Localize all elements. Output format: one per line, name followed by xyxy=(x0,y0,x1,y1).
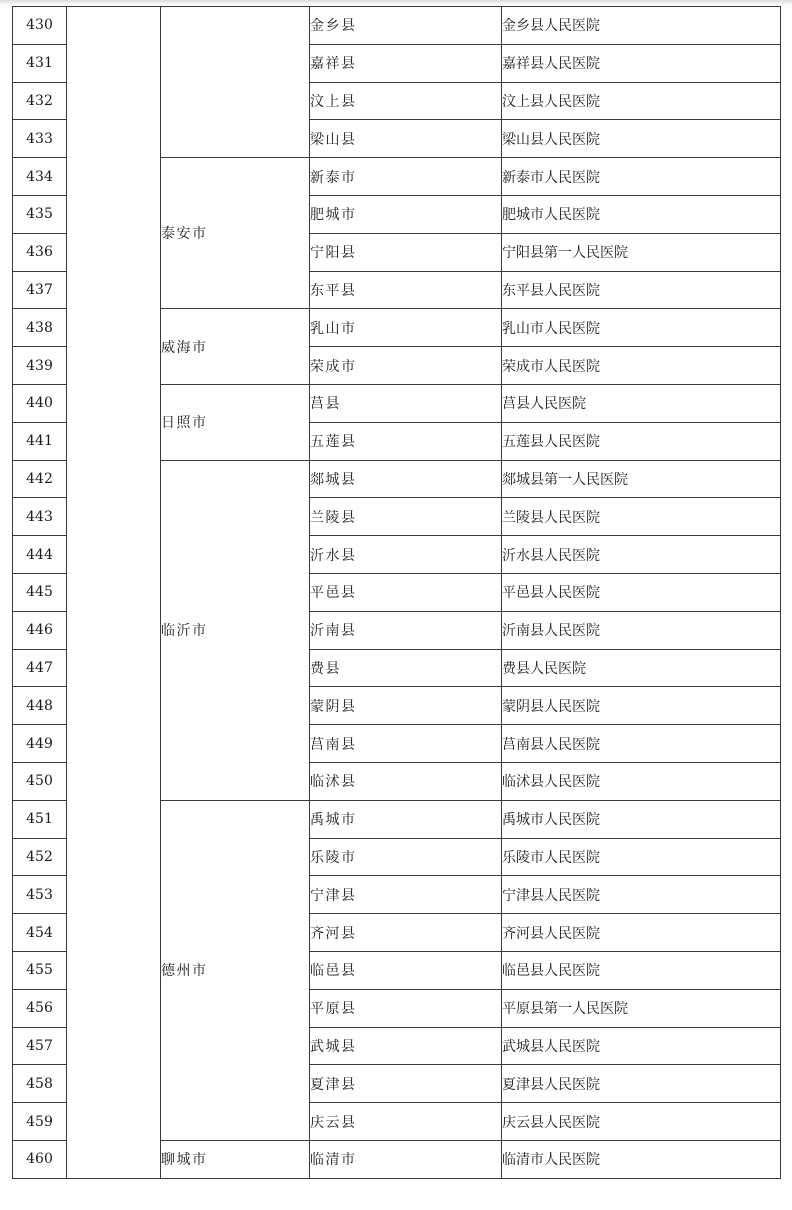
row-number: 439 xyxy=(13,347,67,385)
hospital-name: 临清市人民医院 xyxy=(502,1140,781,1178)
county-name: 沂南县 xyxy=(310,623,357,640)
county-cell xyxy=(310,989,502,1027)
hospital-name: 梁山县人民医院 xyxy=(502,120,781,158)
hospital-name: 莒南县人民医院 xyxy=(502,725,781,763)
page-top-shadow xyxy=(0,0,792,5)
hospital-name: 郯城县第一人民医院 xyxy=(502,460,781,498)
county-name: 乳山市 xyxy=(310,320,357,337)
hospital-name: 沂水县人民医院 xyxy=(502,536,781,574)
hospital-name: 武城县人民医院 xyxy=(502,1027,781,1065)
county-name: 东平县 xyxy=(310,282,357,299)
county-name: 郯城县 xyxy=(310,471,357,488)
county-name: 莒南县 xyxy=(310,736,357,753)
county-cell xyxy=(310,7,502,45)
row-number: 432 xyxy=(13,82,67,120)
county-cell xyxy=(310,649,502,687)
row-number: 455 xyxy=(13,951,67,989)
hospital-table xyxy=(12,6,781,1179)
county-cell xyxy=(310,687,502,725)
county-cell xyxy=(310,1065,502,1103)
county-name: 庆云县 xyxy=(310,1114,357,1131)
row-number: 460 xyxy=(13,1140,67,1178)
county-cell xyxy=(310,384,502,422)
row-number: 434 xyxy=(13,158,67,196)
city-cell xyxy=(161,460,310,800)
county-cell xyxy=(310,611,502,649)
hospital-name: 费县人民医院 xyxy=(502,649,781,687)
county-name: 汶上县 xyxy=(310,93,357,110)
row-number: 450 xyxy=(13,762,67,800)
row-number: 438 xyxy=(13,309,67,347)
row-number: 456 xyxy=(13,989,67,1027)
hospital-name: 宁阳县第一人民医院 xyxy=(502,233,781,271)
hospital-name: 汶上县人民医院 xyxy=(502,82,781,120)
county-name: 沂水县 xyxy=(310,547,357,564)
county-cell xyxy=(310,536,502,574)
county-cell xyxy=(310,460,502,498)
row-number: 459 xyxy=(13,1103,67,1141)
hospital-table-body xyxy=(13,7,781,1179)
county-name: 新泰市 xyxy=(310,169,357,186)
hospital-name: 莒县人民医院 xyxy=(502,384,781,422)
row-number: 453 xyxy=(13,876,67,914)
county-name: 武城县 xyxy=(310,1038,357,1055)
county-cell xyxy=(310,233,502,271)
hospital-name: 嘉祥县人民医院 xyxy=(502,44,781,82)
county-cell xyxy=(310,271,502,309)
hospital-name: 新泰市人民医院 xyxy=(502,158,781,196)
county-cell xyxy=(310,800,502,838)
row-number: 449 xyxy=(13,725,67,763)
row-number: 452 xyxy=(13,838,67,876)
row-number: 454 xyxy=(13,914,67,952)
county-cell xyxy=(310,1140,502,1178)
county-cell xyxy=(310,498,502,536)
county-name: 费县 xyxy=(310,660,341,677)
hospital-name: 临邑县人民医院 xyxy=(502,951,781,989)
hospital-name: 荣成市人民医院 xyxy=(502,347,781,385)
county-cell xyxy=(310,82,502,120)
row-number: 430 xyxy=(13,7,67,45)
city-cell xyxy=(161,384,310,460)
hospital-name: 乳山市人民医院 xyxy=(502,309,781,347)
city-cell xyxy=(161,158,310,309)
county-cell xyxy=(310,951,502,989)
hospital-name: 临沭县人民医院 xyxy=(502,762,781,800)
hospital-name: 蒙阴县人民医院 xyxy=(502,687,781,725)
county-cell xyxy=(310,195,502,233)
row-number: 441 xyxy=(13,422,67,460)
row-number: 445 xyxy=(13,573,67,611)
city-cell xyxy=(161,1140,310,1178)
county-cell xyxy=(310,725,502,763)
county-name: 肥城市 xyxy=(310,207,357,224)
table-row xyxy=(13,7,781,45)
city-name: 泰安市 xyxy=(161,226,208,243)
county-cell xyxy=(310,876,502,914)
county-name: 齐河县 xyxy=(310,925,357,942)
county-name: 平邑县 xyxy=(310,585,357,602)
county-name: 临清市 xyxy=(310,1152,357,1169)
county-cell xyxy=(310,762,502,800)
hospital-name: 禹城市人民医院 xyxy=(502,800,781,838)
county-name: 宁津县 xyxy=(310,887,357,904)
county-cell xyxy=(310,422,502,460)
county-name: 荣成市 xyxy=(310,358,357,375)
county-name: 兰陵县 xyxy=(310,509,357,526)
hospital-name: 夏津县人民医院 xyxy=(502,1065,781,1103)
city-cell xyxy=(161,7,310,158)
county-name: 临邑县 xyxy=(310,963,357,980)
county-cell xyxy=(310,1027,502,1065)
city-cell xyxy=(161,800,310,1140)
county-cell xyxy=(310,44,502,82)
city-name: 临沂市 xyxy=(161,623,208,640)
hospital-name: 平邑县人民医院 xyxy=(502,573,781,611)
county-name: 临沭县 xyxy=(310,774,357,791)
county-name: 蒙阴县 xyxy=(310,698,357,715)
hospital-name: 齐河县人民医院 xyxy=(502,914,781,952)
province-cell xyxy=(67,7,161,1179)
row-number: 437 xyxy=(13,271,67,309)
row-number: 448 xyxy=(13,687,67,725)
hospital-name: 五莲县人民医院 xyxy=(502,422,781,460)
row-number: 442 xyxy=(13,460,67,498)
hospital-name: 东平县人民医院 xyxy=(502,271,781,309)
hospital-name: 肥城市人民医院 xyxy=(502,195,781,233)
county-name: 嘉祥县 xyxy=(310,56,357,73)
hospital-name: 乐陵市人民医院 xyxy=(502,838,781,876)
row-number: 433 xyxy=(13,120,67,158)
city-name: 日照市 xyxy=(161,415,208,432)
county-cell xyxy=(310,573,502,611)
county-name: 金乡县 xyxy=(310,18,357,35)
row-number: 458 xyxy=(13,1065,67,1103)
county-name: 莒县 xyxy=(310,396,341,413)
city-cell xyxy=(161,309,310,385)
county-cell xyxy=(310,347,502,385)
city-name: 聊城市 xyxy=(161,1152,208,1169)
county-name: 夏津县 xyxy=(310,1076,357,1093)
county-name: 宁阳县 xyxy=(310,245,357,262)
county-cell xyxy=(310,1103,502,1141)
county-name: 梁山县 xyxy=(310,131,357,148)
county-cell xyxy=(310,309,502,347)
hospital-name: 金乡县人民医院 xyxy=(502,7,781,45)
hospital-name: 沂南县人民医院 xyxy=(502,611,781,649)
row-number: 431 xyxy=(13,44,67,82)
county-cell xyxy=(310,914,502,952)
row-number: 440 xyxy=(13,384,67,422)
county-name: 五莲县 xyxy=(310,434,357,451)
row-number: 435 xyxy=(13,195,67,233)
hospital-name: 平原县第一人民医院 xyxy=(502,989,781,1027)
row-number: 446 xyxy=(13,611,67,649)
county-cell xyxy=(310,120,502,158)
hospital-name: 庆云县人民医院 xyxy=(502,1103,781,1141)
row-number: 436 xyxy=(13,233,67,271)
hospital-name: 兰陵县人民医院 xyxy=(502,498,781,536)
county-name: 平原县 xyxy=(310,1001,357,1018)
county-cell xyxy=(310,158,502,196)
row-number: 444 xyxy=(13,536,67,574)
row-number: 443 xyxy=(13,498,67,536)
city-name: 威海市 xyxy=(161,339,208,356)
row-number: 451 xyxy=(13,800,67,838)
county-cell xyxy=(310,838,502,876)
hospital-name: 宁津县人民医院 xyxy=(502,876,781,914)
city-name: 德州市 xyxy=(161,963,208,980)
county-name: 禹城市 xyxy=(310,812,357,829)
row-number: 447 xyxy=(13,649,67,687)
row-number: 457 xyxy=(13,1027,67,1065)
county-name: 乐陵市 xyxy=(310,849,357,866)
